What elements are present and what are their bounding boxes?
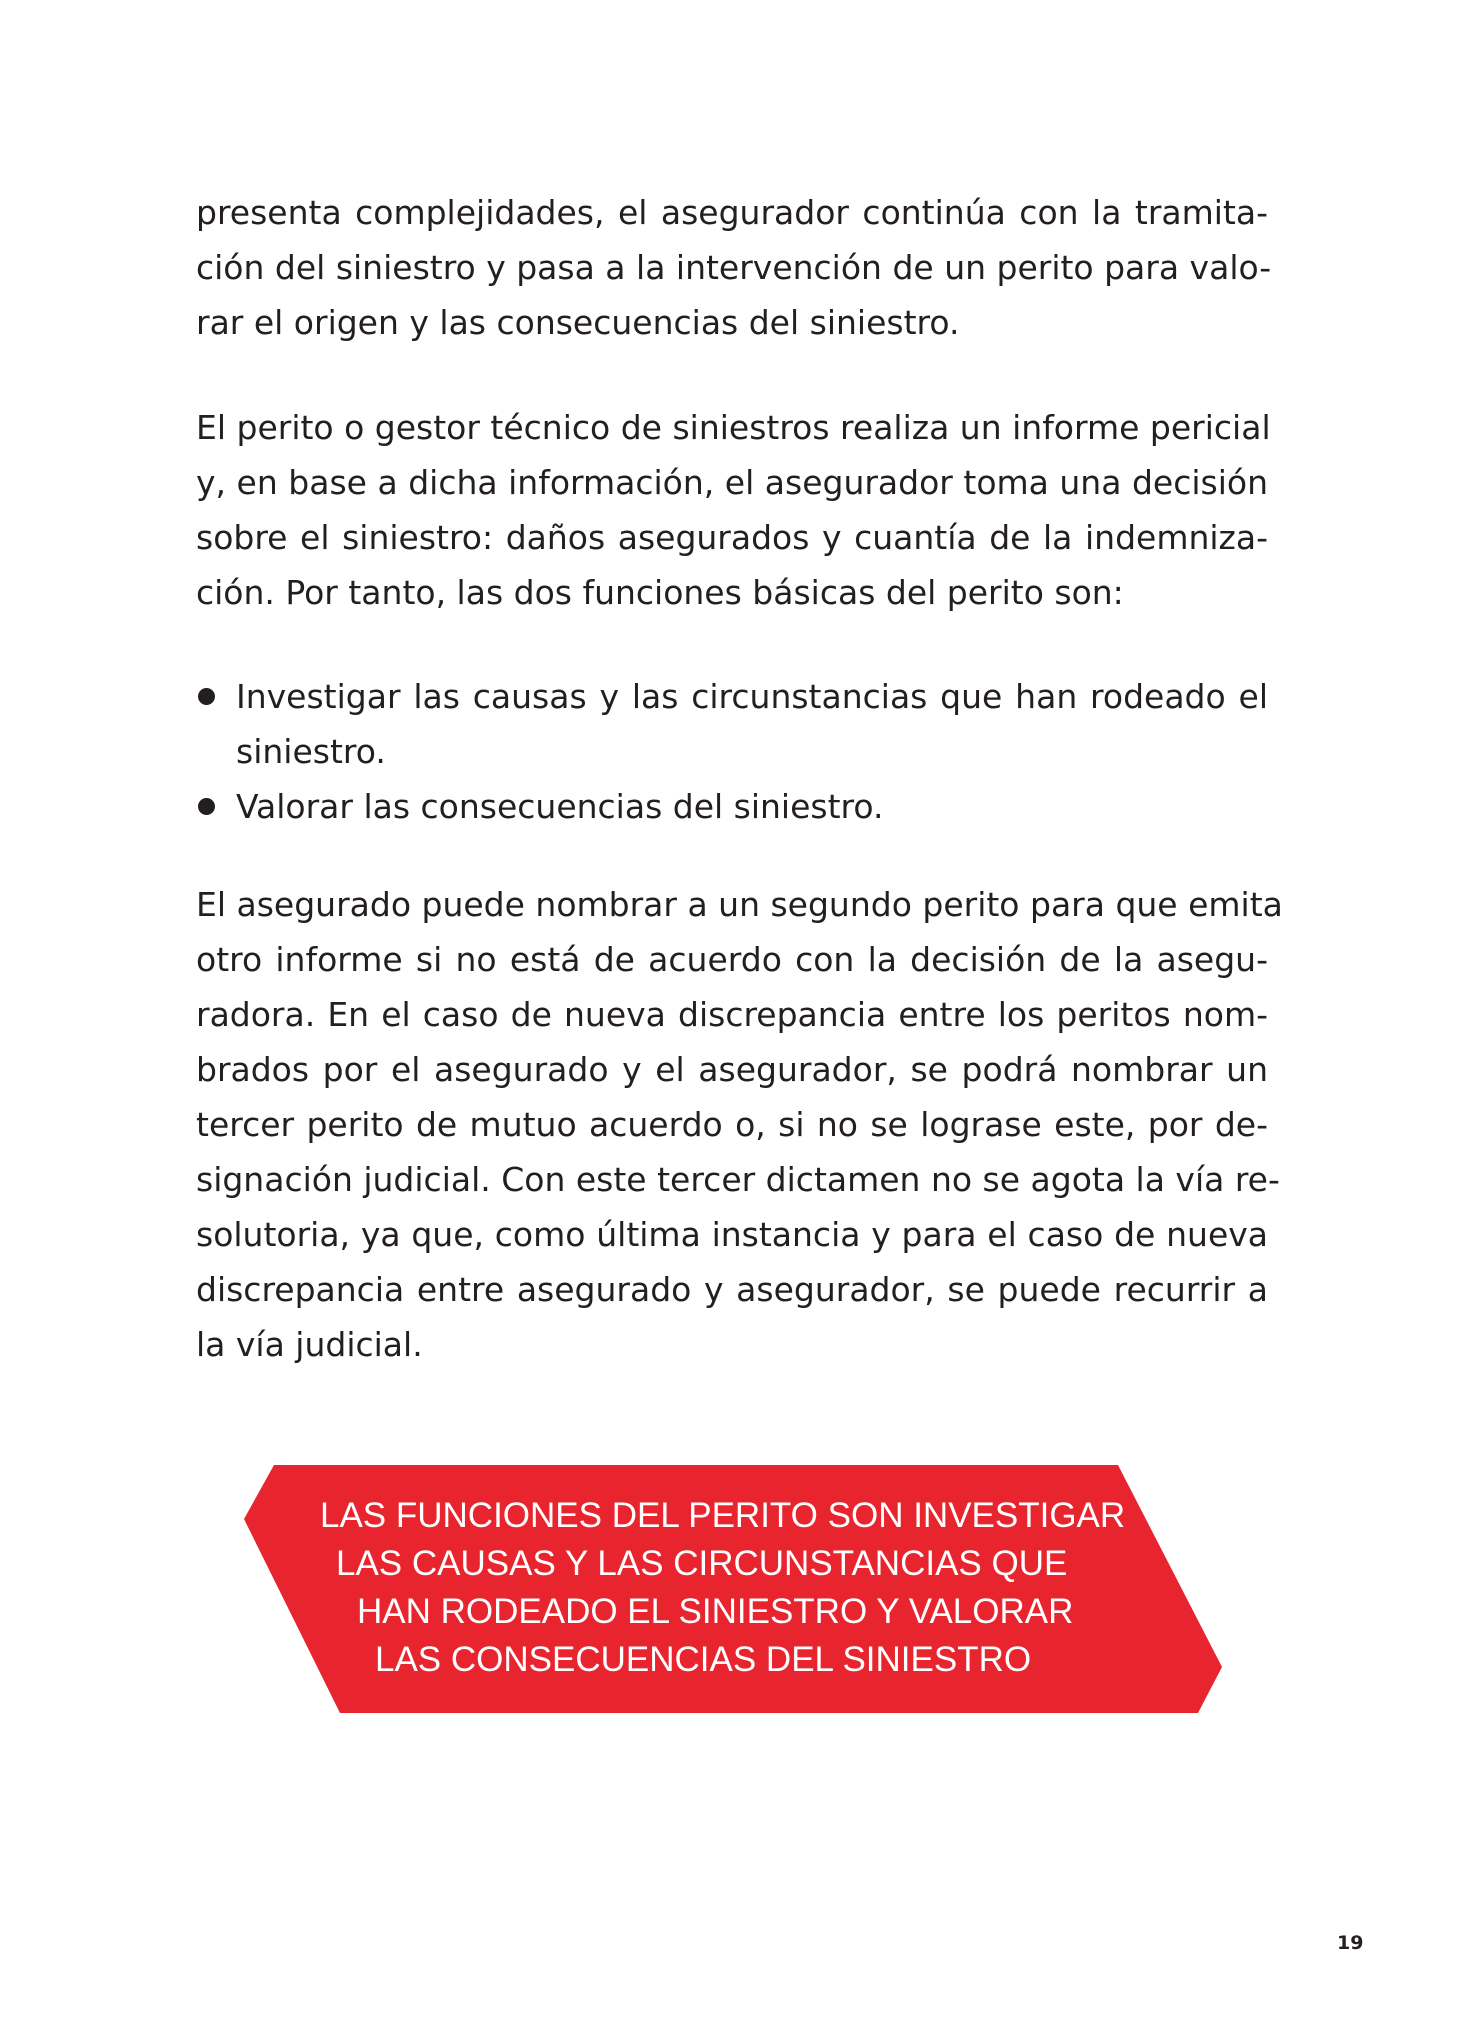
paragraph-line: y, en base a dicha información, el asegurador toma una decisión — [196, 463, 1268, 502]
list-item — [196, 779, 1268, 834]
banner-line: LAS CAUSAS Y LAS CIRCUNSTANCIAS QUE — [336, 1544, 1068, 1583]
paragraph-line: sobre el siniestro: daños asegurados y cuantía de la indemniza- — [196, 518, 1268, 557]
list-item-line: Valorar las consecuencias del siniestro. — [236, 787, 884, 826]
paragraph-1 — [196, 185, 1272, 350]
banner-line: LAS FUNCIONES DEL PERITO SON INVESTIGAR — [320, 1496, 1126, 1535]
paragraph-line: tercer perito de mutuo acuerdo o, si no se lograse este, por de- — [196, 1105, 1268, 1144]
paragraph-line: signación judicial. Con este tercer dictamen no se agota la vía re- — [196, 1160, 1280, 1199]
paragraph-line: la vía judicial. — [196, 1325, 423, 1364]
banner-line: HAN RODEADO EL SINIESTRO Y VALORAR — [357, 1592, 1074, 1631]
paragraph-3 — [196, 877, 1283, 1372]
paragraph-line: ción. Por tanto, las dos funciones básicas del perito son: — [196, 573, 1124, 612]
list-item — [196, 669, 1268, 779]
paragraph-line: presenta complejidades, el asegurador continúa con la tramita- — [196, 193, 1268, 232]
bullet-icon — [198, 688, 215, 705]
paragraph-line: El perito o gestor técnico de siniestros realiza un informe pericial — [196, 408, 1271, 447]
paragraph-line: discrepancia entre asegurado y asegurador, se puede recurrir a — [196, 1270, 1268, 1309]
paragraph-line: rar el origen y las consecuencias del siniestro. — [196, 303, 960, 342]
page-number: 19 — [1337, 1932, 1364, 1954]
paragraph-line: El asegurado puede nombrar a un segundo perito para que emita — [196, 885, 1283, 924]
list-item-line: siniestro. — [236, 732, 386, 771]
bullet-list — [196, 669, 1268, 834]
paragraph-2 — [196, 400, 1271, 620]
bullet-icon — [198, 798, 215, 815]
paragraph-line: otro informe si no está de acuerdo con la decisión de la asegu- — [196, 940, 1268, 979]
paragraph-line: radora. En el caso de nueva discrepancia entre los peritos nom- — [196, 995, 1268, 1034]
list-item-line: Investigar las causas y las circunstancias que han rodeado el — [236, 677, 1268, 716]
paragraph-line: solutoria, ya que, como última instancia y para el caso de nueva — [196, 1215, 1268, 1254]
banner-line: LAS CONSECUENCIAS DEL SINIESTRO — [375, 1640, 1032, 1679]
paragraph-line: ción del siniestro y pasa a la intervención de un perito para valo- — [196, 248, 1272, 287]
banner-text — [244, 1465, 1222, 1713]
paragraph-line: brados por el asegurado y el asegurador, se podrá nombrar un — [196, 1050, 1268, 1089]
highlight-banner — [244, 1465, 1222, 1713]
